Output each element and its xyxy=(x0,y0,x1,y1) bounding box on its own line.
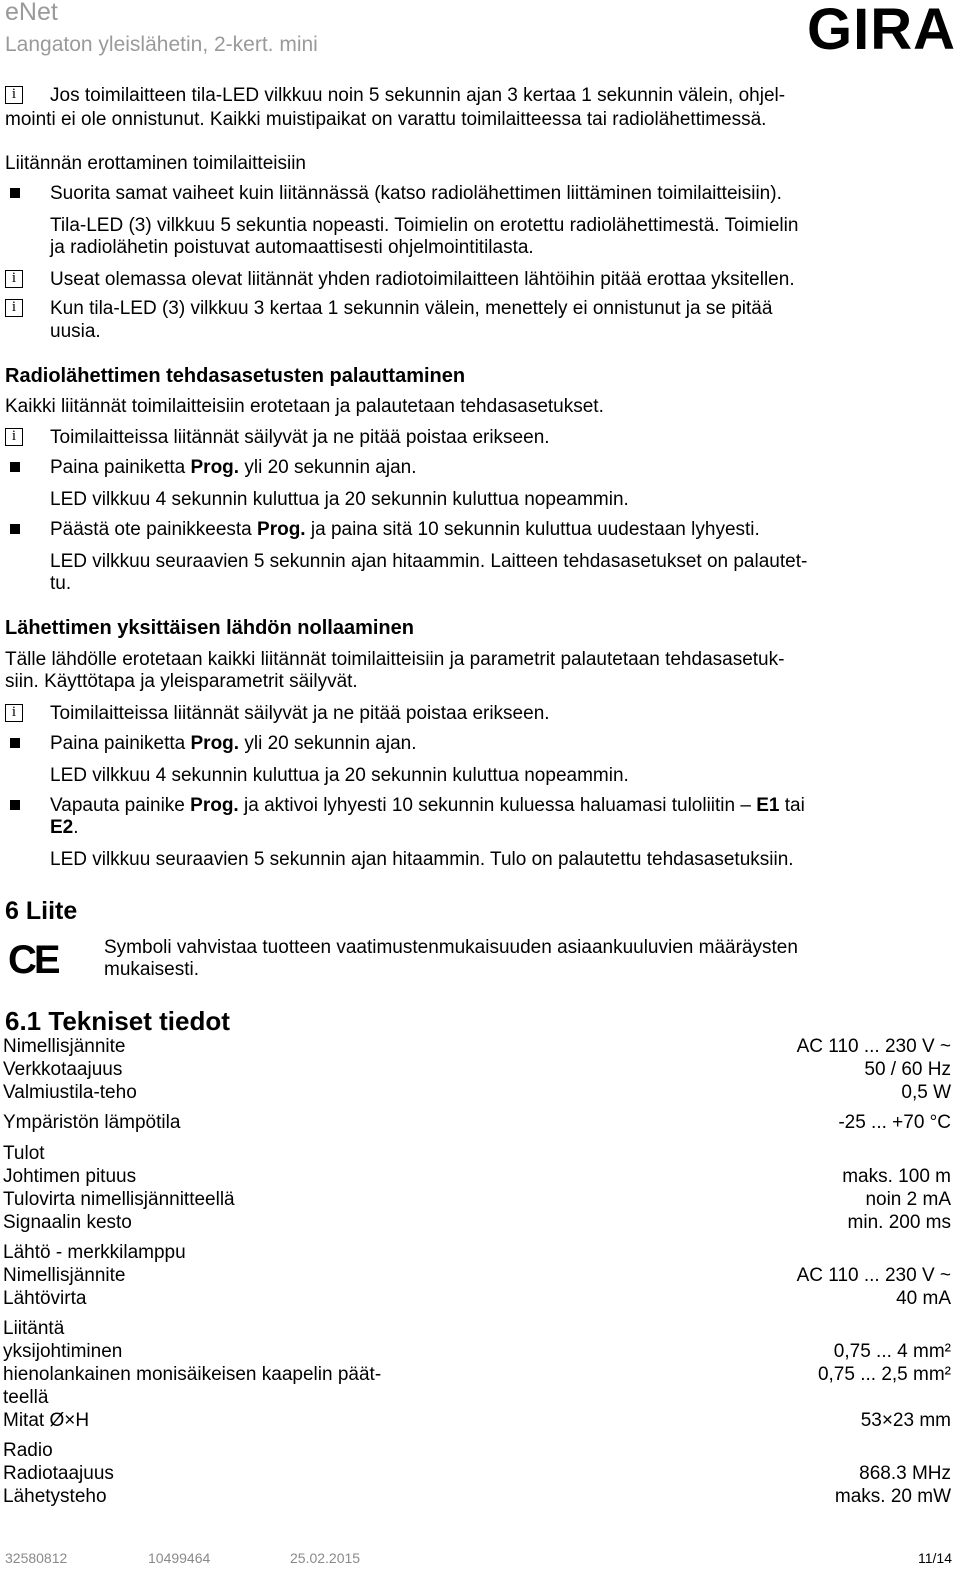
step-text: Paina painiketta Prog. yli 20 sekunnin ajan. xyxy=(50,457,417,478)
info-text: mointi ei ole onnistunut. Kaikki muistipaikat on varattu toimilaitteessa tai radiolähettimessä. xyxy=(5,109,767,130)
spec-label: Mitat Ø×H xyxy=(3,1410,90,1431)
section-heading: Liitännän erottaminen toimilaitteisiin xyxy=(5,153,306,174)
spec-value: 40 mA xyxy=(896,1288,951,1309)
result-text: LED vilkkuu seuraavien 5 sekunnin ajan hitaammin. Tulo on palautettu tehdasasetuksiin. xyxy=(50,849,794,870)
step-text: Vapauta painike Prog. ja aktivoi lyhyesti 10 sekunnin kuluessa haluamasi tuloliitin – E1 tai xyxy=(50,795,805,816)
info-text: Useat olemassa olevat liitännät yhden radiotoimilaitteen lähtöihin pitää erottaa yksitellen. xyxy=(50,269,795,290)
tech-heading: 6.1 Tekniset tiedot xyxy=(5,1006,230,1036)
footer-date: 25.02.2015 xyxy=(290,1550,361,1566)
spec-label: hienolankainen monisäikeisen kaapelin päät- xyxy=(3,1364,382,1385)
header-subtitle: Langaton yleislähetin, 2-kert. mini xyxy=(5,33,318,56)
bullet-icon xyxy=(10,800,20,810)
bullet-icon xyxy=(10,462,20,472)
info-icon: i xyxy=(5,428,23,446)
spec-label: Lähtövirta xyxy=(3,1288,87,1309)
step-text: E2. xyxy=(50,817,79,838)
spec-value: -25 ... +70 °C xyxy=(838,1112,951,1133)
info-text: Kun tila-LED (3) vilkkuu 3 kertaa 1 sekunnin välein, menettely ei onnistunut ja se pitää xyxy=(50,298,773,319)
result-text: LED vilkkuu 4 sekunnin kuluttua ja 20 sekunnin kuluttua nopeammin. xyxy=(50,765,629,786)
spec-value: maks. 100 m xyxy=(842,1166,951,1187)
spec-label: Radio xyxy=(3,1440,53,1461)
spec-label: Signaalin kesto xyxy=(3,1212,132,1233)
info-icon: i xyxy=(5,270,23,288)
paragraph: siin. Käyttötapa ja yleisparametrit säilyvät. xyxy=(5,671,358,692)
spec-label: Nimellisjännite xyxy=(3,1265,126,1286)
chapter-heading: 6 Liite xyxy=(5,897,78,925)
spec-label: Nimellisjännite xyxy=(3,1036,126,1057)
spec-value: 868.3 MHz xyxy=(859,1463,951,1484)
ce-text: mukaisesti. xyxy=(104,959,200,980)
spec-label: teellä xyxy=(3,1387,49,1408)
paragraph: Kaikki liitännät toimilaitteisiin erotetaan ja palautetaan tehdasasetukset. xyxy=(5,396,604,417)
result-text: LED vilkkuu seuraavien 5 sekunnin ajan hitaammin. Laitteen tehdasasetukset on palautet- xyxy=(50,551,808,572)
spec-label: Verkkotaajuus xyxy=(3,1059,123,1080)
info-text: Jos toimilaitteen tila-LED vilkkuu noin 5 sekunnin ajan 3 kertaa 1 sekunnin välein, ohjel- xyxy=(50,85,786,106)
ce-text: Symboli vahvistaa tuotteen vaatimustenmukaisuuden asiaankuuluvien määräysten xyxy=(104,937,798,958)
spec-value: 0,75 ... 2,5 mm² xyxy=(817,1364,951,1385)
paragraph: Tälle lähdölle erotetaan kaikki liitännät toimilaitteisiin ja parametrit palautetaan tehdasasetuk- xyxy=(5,649,785,670)
spec-value: 50 / 60 Hz xyxy=(864,1059,951,1080)
result-text: LED vilkkuu 4 sekunnin kuluttua ja 20 sekunnin kuluttua nopeammin. xyxy=(50,489,629,510)
bullet-icon xyxy=(10,188,20,198)
footer-code: 32580812 xyxy=(5,1550,68,1566)
spec-value: 0,5 W xyxy=(901,1082,951,1103)
bullet-icon xyxy=(10,738,20,748)
ce-mark-icon: CE xyxy=(8,938,58,982)
gira-logo: GIRA xyxy=(807,0,956,62)
spec-value: 53×23 mm xyxy=(860,1410,951,1431)
info-icon: i xyxy=(5,86,23,104)
result-text: Tila-LED (3) vilkkuu 5 sekuntia nopeasti. Toimielin on erotettu radiolähettimestä. Toimielin xyxy=(50,215,799,236)
spec-label: Lähtö - merkkilamppu xyxy=(3,1242,186,1263)
result-text: ja radiolähetin poistuvat automaattisesti ohjelmointitilasta. xyxy=(50,237,534,258)
page-number: 11/14 xyxy=(918,1550,952,1566)
spec-label: Ympäristön lämpötila xyxy=(3,1112,181,1133)
step-text: Päästä ote painikkeesta Prog. ja paina sitä 10 sekunnin kuluttua uudestaan lyhyesti. xyxy=(50,519,760,540)
section-heading: Lähettimen yksittäisen lähdön nollaaminen xyxy=(5,617,414,639)
info-icon: i xyxy=(5,299,23,317)
spec-value: 0,75 ... 4 mm² xyxy=(833,1341,951,1362)
spec-label: Lähetysteho xyxy=(3,1486,107,1507)
header-brand: eNet xyxy=(5,0,58,26)
info-text: Toimilaitteissa liitännät säilyvät ja ne pitää poistaa erikseen. xyxy=(50,427,550,448)
step-text: Paina painiketta Prog. yli 20 sekunnin ajan. xyxy=(50,733,417,754)
bullet-icon xyxy=(10,524,20,534)
spec-label: Tulot xyxy=(3,1143,45,1164)
spec-label: Radiotaajuus xyxy=(3,1463,114,1484)
result-text: tu. xyxy=(50,573,72,594)
footer-code: 10499464 xyxy=(148,1550,211,1566)
section-heading: Radiolähettimen tehdasasetusten palauttaminen xyxy=(5,365,466,387)
info-text: Toimilaitteissa liitännät säilyvät ja ne pitää poistaa erikseen. xyxy=(50,703,550,724)
spec-value: noin 2 mA xyxy=(865,1189,951,1210)
info-text: uusia. xyxy=(50,321,101,342)
spec-value: AC 110 ... 230 V ~ xyxy=(796,1265,951,1286)
spec-value: min. 200 ms xyxy=(847,1212,951,1233)
spec-label: Liitäntä xyxy=(3,1318,65,1339)
step-text: Suorita samat vaiheet kuin liitännässä (katso radiolähettimen liittäminen toimilaitteisiin). xyxy=(50,183,782,204)
spec-label: Tulovirta nimellisjännitteellä xyxy=(3,1189,235,1210)
spec-label: Johtimen pituus xyxy=(3,1166,137,1187)
spec-label: yksijohtiminen xyxy=(3,1341,123,1362)
spec-label: Valmiustila-teho xyxy=(3,1082,137,1103)
spec-value: AC 110 ... 230 V ~ xyxy=(796,1036,951,1057)
info-icon: i xyxy=(5,704,23,722)
spec-value: maks. 20 mW xyxy=(834,1486,951,1507)
